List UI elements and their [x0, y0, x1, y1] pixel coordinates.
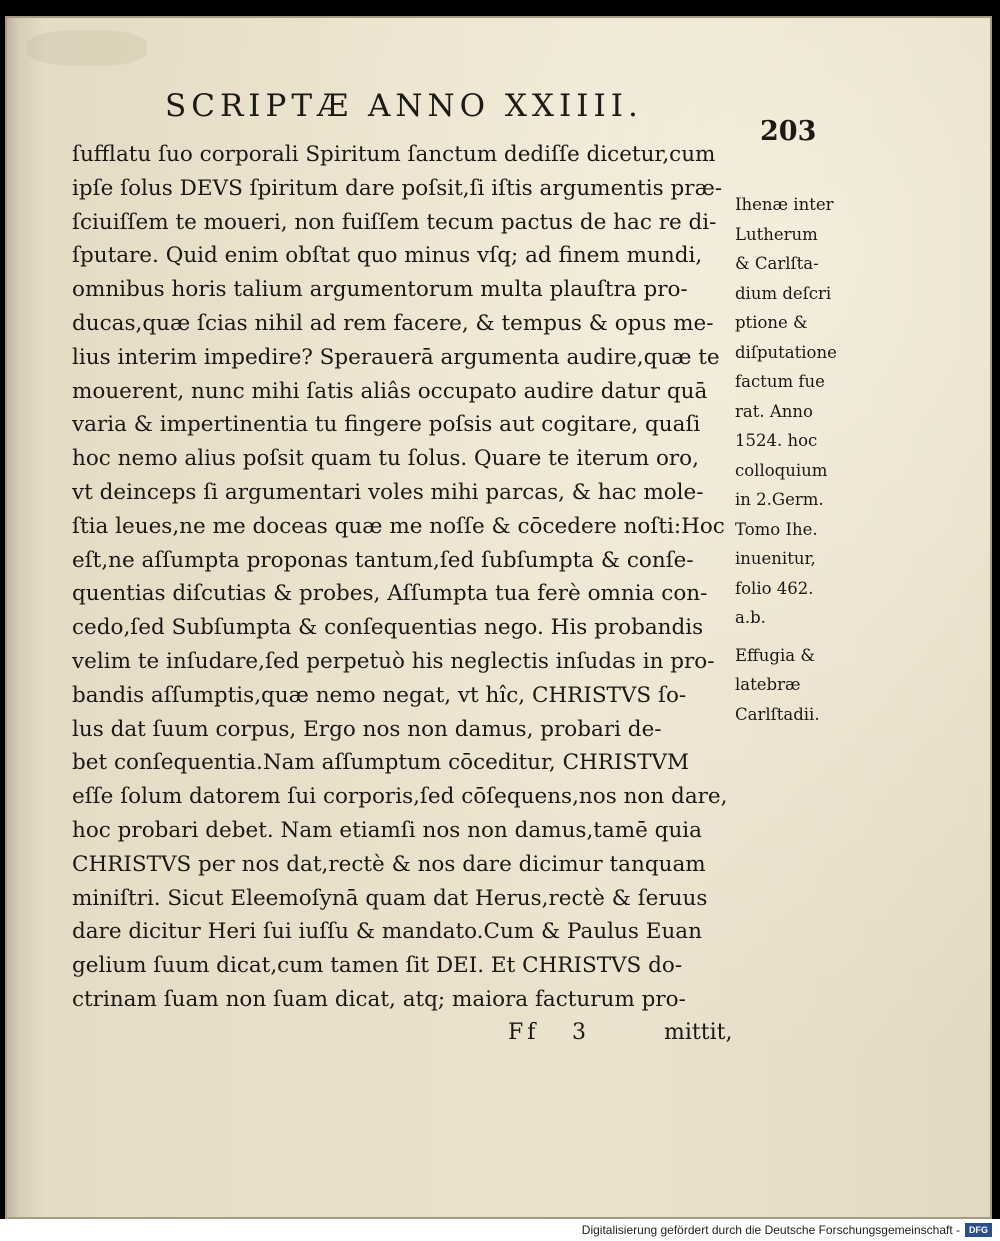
marginal-line: Carlſtadii.	[735, 704, 820, 724]
text-line: vt deinceps ſi argumentari voles mihi parcas, & hac mole-	[72, 479, 704, 505]
text-line: ſputare. Quid enim obſtat quo minus vſq; ad finem mundi,	[72, 243, 703, 269]
text-line: CHRISTVS per nos dat,rectè & nos dare dicimur tanquam	[72, 851, 706, 877]
text-line: velim te inſudare,ſed perpetuò his neglectis inſudas in pro-	[72, 648, 715, 674]
text-line: dare dicitur Heri ſui iuſſu & mandato.Cum & Paulus Euan	[72, 919, 702, 945]
text-line: ducas,quæ ſcias nihil ad rem facere, & tempus & opus me-	[72, 310, 714, 336]
marginal-line: Effugia &	[735, 645, 816, 665]
marginal-line: rat. Anno	[735, 401, 813, 421]
marginal-line: ptione &	[735, 313, 808, 332]
paper-stain	[27, 30, 147, 66]
marginal-notes	[735, 190, 855, 729]
marginal-note-effugia	[735, 641, 855, 730]
marginal-line: Ihenæ inter	[735, 195, 834, 214]
marginal-line: colloquium	[735, 460, 828, 480]
text-line: ſciuiſſem te moueri, non fuiſſem tecum pactus de hac re di-	[72, 209, 717, 235]
text-line: ſtia leues,ne me doceas quæ me noſſe & cōcedere noſti:Hoc	[72, 513, 725, 539]
running-head: SCRIPTÆ ANNO XXIIII.	[165, 88, 643, 124]
text-line: cedo,ſed Subſumpta & conſequentias nego. His probandis	[72, 615, 704, 641]
funding-notice: Digitalisierung gefördert durch die Deutsche Forschungsgemeinschaft -	[581, 1223, 960, 1237]
marginal-line: a.b.	[735, 608, 766, 627]
marginal-line: Tomo Ihe.	[735, 519, 818, 539]
page-number: 203	[760, 116, 817, 147]
footer-bar	[0, 1219, 1000, 1241]
text-line: hoc nemo alius poſsit quam tu ſolus. Quare te iterum oro,	[72, 446, 699, 472]
text-line: miniſtri. Sicut Eleemoſynā quam dat Herus,rectè & ſeruus	[72, 885, 708, 911]
text-line: ſufflatu ſuo corporali Spiritum ſanctum dediſſe dicetur,cum	[72, 142, 716, 167]
marginal-line: & Carlſta-	[735, 254, 819, 273]
marginal-line: diſputatione	[735, 342, 837, 362]
text-line: quentias diſcutias & probes, Aſſumpta tua ferè omnia con-	[72, 581, 708, 607]
text-line: eſt,ne aſſumpta proponas tantum,ſed ſubſumpta & conſe-	[72, 547, 694, 573]
marginal-line: in 2.Germ.	[735, 490, 824, 509]
marginal-line: inuenitur,	[735, 549, 816, 568]
signature-mark: Ff	[508, 1020, 540, 1045]
text-line: gelium ſuum dicat,cum tamen ſit DEI. Et CHRISTVS do-	[72, 953, 683, 979]
text-line: bandis aſſumptis,quæ nemo negat, vt hîc, CHRISTVS ſo-	[72, 682, 687, 708]
marginal-line: latebræ	[735, 675, 801, 694]
marginal-line: factum fue	[735, 372, 825, 391]
text-line: eſſe ſolum datorem ſui corporis,ſed cōſequens,nos non dare,	[72, 784, 728, 810]
text-line: ctrinam ſuam non ſuam dicat, atq; maiora facturum pro-	[72, 986, 686, 1012]
marginal-note-colloquium	[735, 190, 855, 633]
marginal-line: Lutherum	[735, 224, 818, 244]
text-line: omnibus horis talium argumentorum multa plauſtra pro-	[72, 277, 688, 303]
text-line: mouerent, nunc mihi ſatis aliâs occupato audire datur quā	[72, 378, 708, 404]
text-line: ipſe ſolus DEVS ſpiritum dare poſsit,ſi iſtis argumentis præ-	[72, 175, 723, 201]
marginal-line: 1524. hoc	[735, 431, 818, 450]
text-line: bet conſequentia.Nam aſſumptum cōceditur, CHRISTVM	[72, 750, 690, 776]
text-line: varia & impertinentia tu fingere poſsis aut cogitare, quaſi	[72, 412, 701, 438]
body-text	[72, 138, 742, 1017]
text-line: lius interim impedire? Sperauerā argumenta audire,quæ te	[72, 344, 720, 370]
text-line: lus dat ſuum corpus, Ergo nos non damus, probari de-	[72, 716, 662, 742]
text-line: hoc probari debet. Nam etiamſi nos non damus,tamē quia	[72, 817, 702, 843]
catchword: mittit,	[664, 1020, 733, 1045]
signature-number: 3	[572, 1020, 586, 1045]
marginal-line: folio 462.	[735, 578, 814, 598]
dfg-logo: DFG	[965, 1223, 992, 1237]
marginal-line: dium deſcri	[735, 283, 832, 303]
